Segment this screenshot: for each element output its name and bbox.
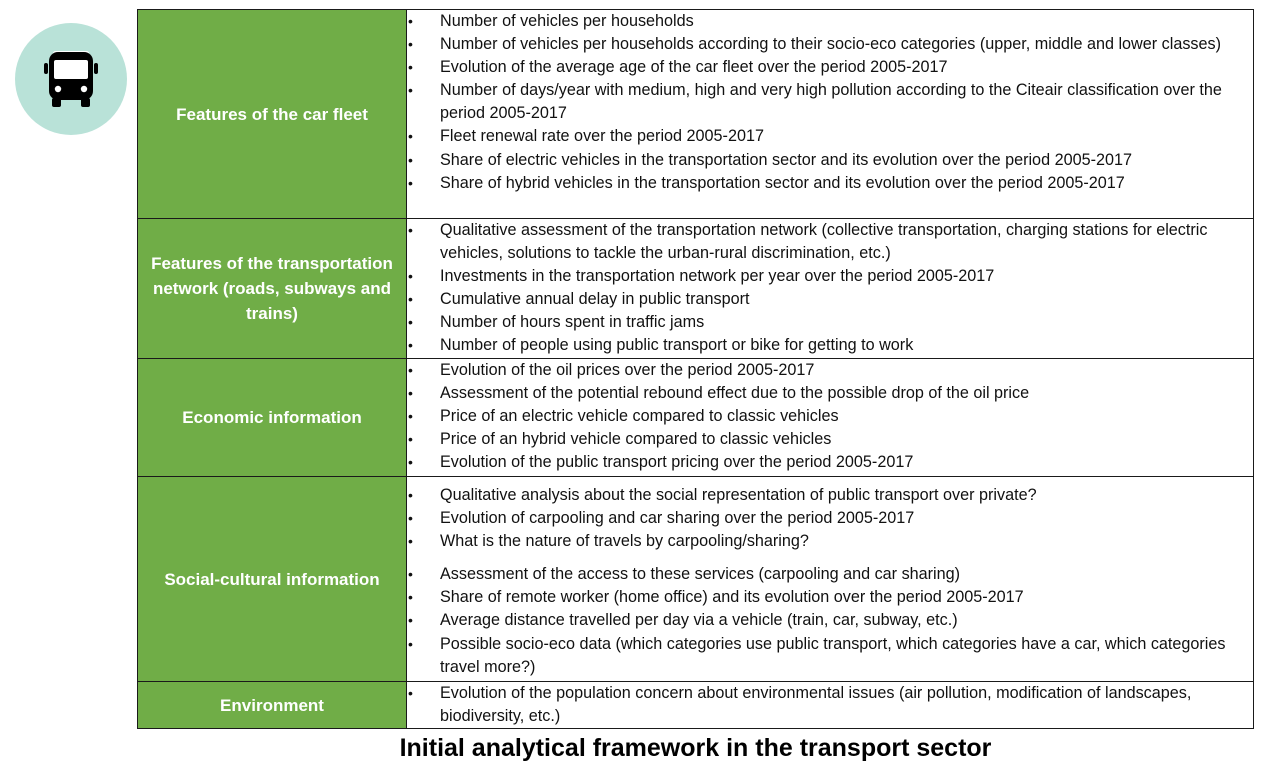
list-item: • Average distance travelled per day via a vehicle (train, car, subway, etc.) [407,609,1253,632]
list-item: • Evolution of the average age of the car fleet over the period 2005-2017 [407,56,1253,79]
list-item: • Share of hybrid vehicles in the transportation sector and its evolution over the period 2005-2017 [407,172,1253,195]
table-caption: Initial analytical framework in the transport sector [399,734,992,762]
list-item: • Number of days/year with medium, high and very high pollution according to the Citeair classification over the period 2005-2017 [407,79,1253,125]
list-item: • Number of vehicles per households [407,10,1253,33]
bullet-list [407,10,1253,195]
list-item: • Possible socio-eco data (which categories use public transport, which categories have a car, which categories travel more?) [407,633,1253,679]
category-cell: Environment [138,682,407,729]
list-item: • Evolution of the public transport pricing over the period 2005-2017 [407,451,1253,474]
list-item: • Qualitative assessment of the transportation network (collective transportation, charging stations for electric vehicles, solutions to tackle the urban-rural discrimination, etc.) [407,219,1253,265]
table-row [138,477,1254,682]
bullet-list [407,682,1253,728]
list-item: • Investments in the transportation network per year over the period 2005-2017 [407,265,1253,288]
bus-icon-badge [15,23,127,135]
list-item: • Number of people using public transport or bike for getting to work [407,334,1253,357]
table-row [138,682,1254,729]
bus-icon [41,49,101,109]
list-item: • Evolution of the oil prices over the period 2005-2017 [407,359,1253,382]
bullet-list [407,484,1253,679]
list-item: • Price of an hybrid vehicle compared to classic vehicles [407,428,1253,451]
list-item: • Evolution of carpooling and car sharing over the period 2005-2017 [407,507,1253,530]
table-row [138,359,1254,477]
items-cell [407,359,1254,477]
bullet-list [407,359,1253,474]
framework-table [137,9,1254,729]
list-item: • Price of an electric vehicle compared to classic vehicles [407,405,1253,428]
table-row [138,10,1254,219]
list-item: • Share of electric vehicles in the transportation sector and its evolution over the period 2005-2017 [407,149,1253,172]
bullet-list [407,219,1253,358]
list-item: • Cumulative annual delay in public transport [407,288,1253,311]
list-item: • Fleet renewal rate over the period 2005-2017 [407,125,1253,148]
category-cell: Economic information [138,359,407,477]
table-row [138,219,1254,359]
items-cell [407,219,1254,359]
list-item: • Number of hours spent in traffic jams [407,311,1253,334]
list-item: • Evolution of the population concern about environmental issues (air pollution, modification of landscapes, biodiversity, etc.) [407,682,1253,728]
items-cell [407,682,1254,729]
category-cell: Features of the car fleet [138,10,407,219]
list-item: • Number of vehicles per households according to their socio-eco categories (upper, middle and lower classes) [407,33,1253,56]
category-cell: Social-cultural information [138,477,407,682]
items-cell [407,477,1254,682]
category-cell: Features of the transportation network (roads, subways and trains) [138,219,407,359]
list-item: • Qualitative analysis about the social representation of public transport over private? [407,484,1253,507]
list-item: • Assessment of the potential rebound effect due to the possible drop of the oil price [407,382,1253,405]
list-item: • Share of remote worker (home office) and its evolution over the period 2005-2017 [407,586,1253,609]
list-item: • What is the nature of travels by carpooling/sharing? [407,530,1253,553]
list-item: • Assessment of the access to these services (carpooling and car sharing) [407,563,1253,586]
items-cell [407,10,1254,219]
